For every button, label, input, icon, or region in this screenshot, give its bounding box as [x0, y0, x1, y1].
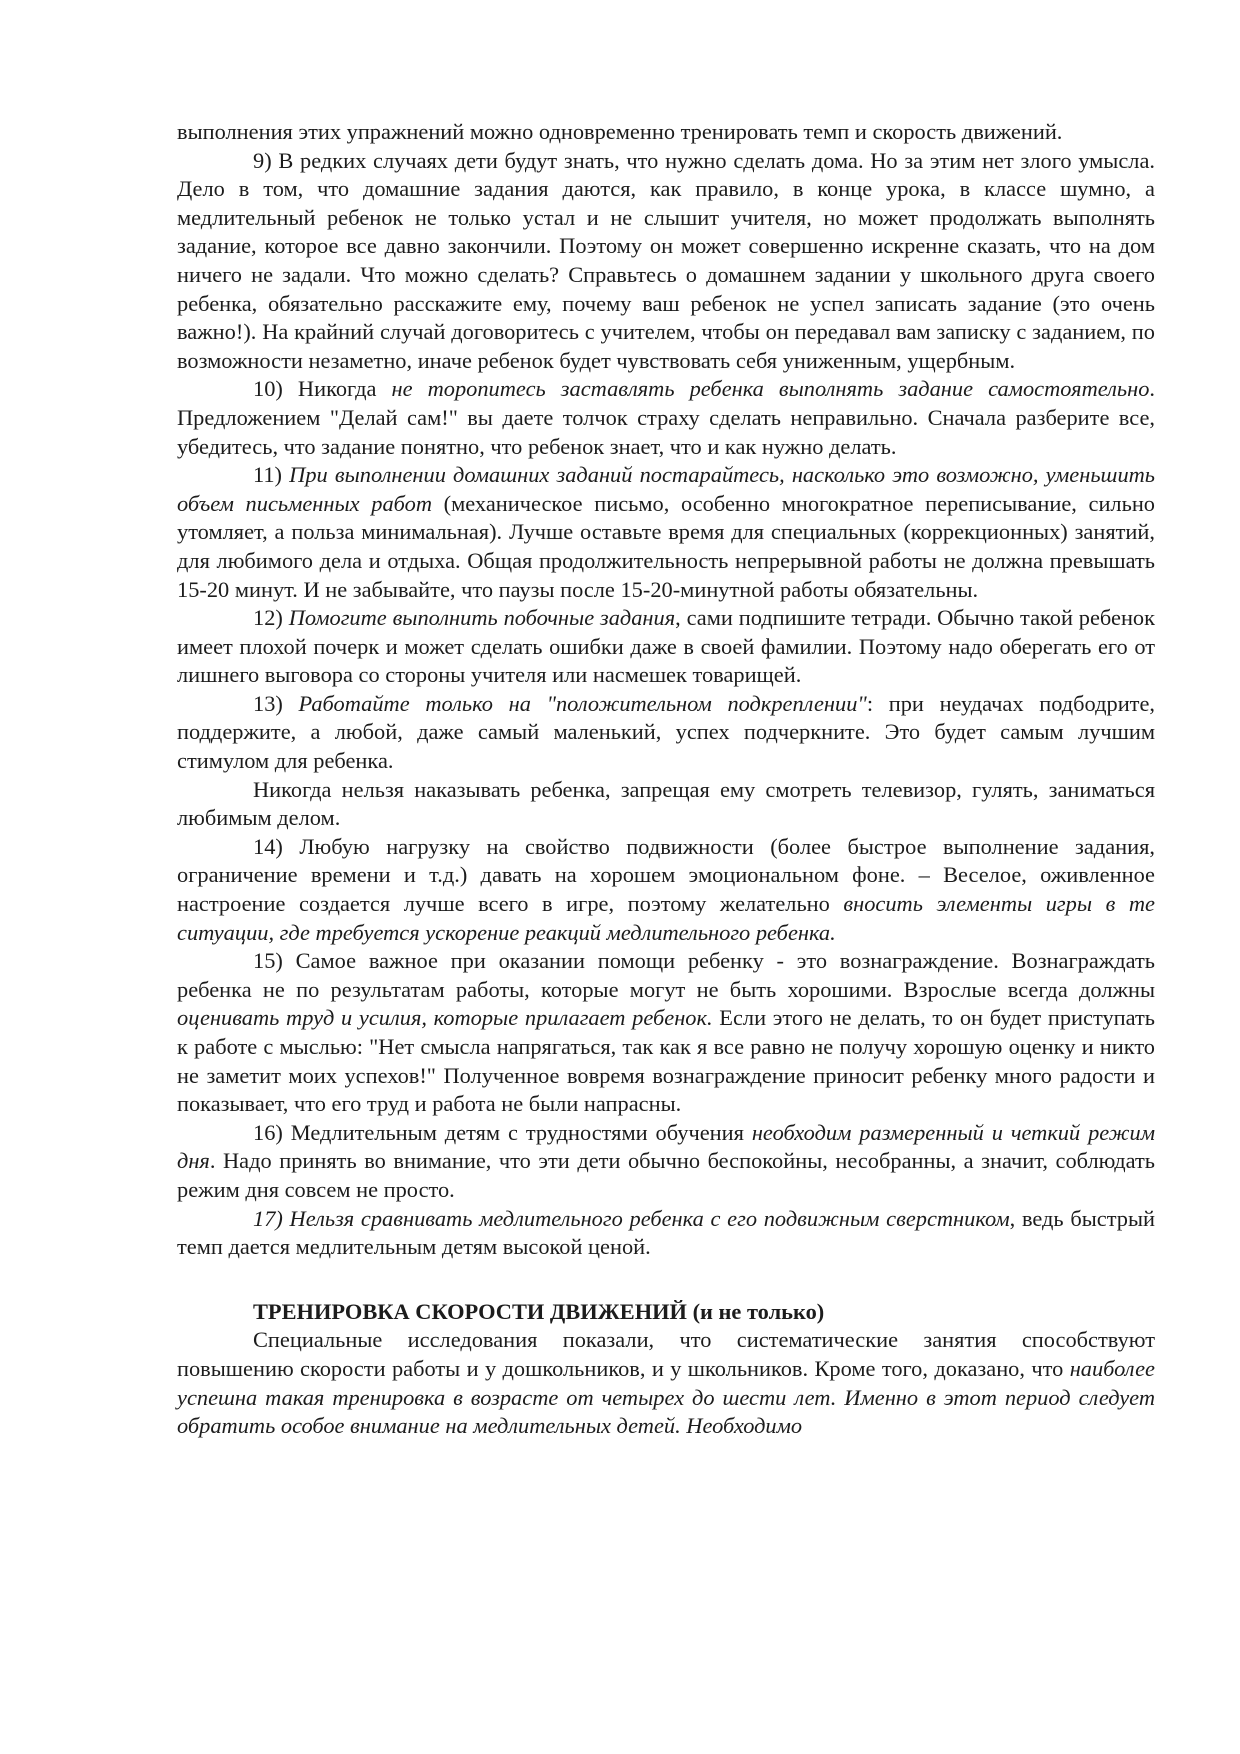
paragraph-p-item-16 — [177, 1119, 1155, 1205]
paragraph-p-item-10 — [177, 375, 1155, 461]
emphasis-text: Работайте только на "положительном подкреплении" — [298, 690, 867, 716]
text-run: (механическое письмо, особенно многократное переписывание, сильно утомляет, а польза минимальная). Лучше оставьте время для специальных (коррекционных) занятий, для любимого дела и отдыха. Общая продолжительность непрерывной работы не должна превышать 15-20 минут. И не забывайте, что паузы после 15-20-минутной работы обязательны. — [177, 490, 1155, 602]
emphasis-text: 17) Нельзя сравнивать медлительного ребенка с его подвижным сверстником — [253, 1205, 1010, 1231]
document-page — [177, 118, 1155, 1441]
emphasis-text: При выполнении домашних заданий постарайтесь, насколько это возможно, уменьшить объем письменных работ — [177, 462, 1155, 516]
emphasis-text: оценивать труд и усилия, которые прилагает ребенок. — [177, 1005, 713, 1031]
emphasis-text: Помогите выполнить побочные задания — [288, 605, 676, 631]
section-heading: ТРЕНИРОВКА СКОРОСТИ ДВИЖЕНИЙ (и не только) — [253, 1298, 825, 1324]
paragraph-p-continuation — [177, 118, 1155, 147]
paragraph-p-item-13 — [177, 690, 1155, 776]
text-run: 9) В редких случаях дети будут знать, что нужно сделать дома. Но за этим нет злого умысла. Дело в том, что домашние задания даются, как правило, в конце урока, в классе шумно, а медлительный ребенок не только устал и не слышит учителя, но может продолжать выполнять задание, которое все давно закончили. Поэтому он может совершенно искренне сказать, что на дом ничего не задали. Что можно сделать? Справьтесь о домашнем задании у школьного друга своего ребенка, обязательно расскажите ему, почему ваш ребенок не успел записать задание (это очень важно!). На крайний случай договоритесь с учителем, чтобы он передавал вам записку с заданием, по возможности незаметно, иначе ребенок будет чувствовать себя униженным, ущербным. — [177, 147, 1155, 373]
paragraph-p-item-17 — [177, 1205, 1155, 1262]
emphasis-text: необходим размеренный и четкий режим дня — [177, 1119, 1155, 1174]
text-run: 15) Самое важное при оказании помощи ребенку - это вознаграждение. Вознаграждать ребенка не по результатам работы, которые могут не быть хорошими. Взрослые всегда должны — [177, 948, 1155, 1002]
text-run: . Надо принять во внимание, что эти дети обычно беспокойны, несобранны, а значит, соблюдать режим дня совсем не просто. — [177, 1148, 1155, 1202]
text-run: Специальные исследования показали, что систематические занятия способствуют повышению скорости работы и у дошкольников, и у школьников. Кроме того, доказано, что — [177, 1327, 1155, 1381]
emphasis-text: вносить элементы игры в те ситуации, где требуется ускорение реакций медлительного ребенка. — [177, 891, 1155, 945]
text-run: 11) — [253, 462, 290, 488]
paragraph-p-item-15 — [177, 947, 1155, 1119]
paragraph-p-training-intro — [177, 1326, 1155, 1440]
paragraph-p-never-punish — [177, 776, 1155, 833]
text-run: , ведь быстрый темп дается медлительным детям высокой ценой. — [177, 1205, 1155, 1260]
paragraph-p-item-11 — [177, 461, 1155, 604]
text-run: , сами подпишите тетради. Обычно такой ребенок имеет плохой почерк и может сделать ошибки даже в своей фамилии. Поэтому надо оберегать его от лишнего выговора со стороны учителя или насмешек товарищей. — [177, 605, 1155, 688]
paragraph-p-item-14 — [177, 833, 1155, 947]
text-run: 14) Любую нагрузку на свойство подвижности (более быстрое выполнение задания, ограничение времени и т.д.) давать на хорошем эмоциональном фоне. – Веселое, оживленное настроение создается лучше всего в игре, поэтому желательно — [177, 833, 1155, 917]
body-text-section-continued — [177, 1326, 1155, 1440]
body-text-section — [177, 118, 1155, 1262]
text-run: : при неудачах подбодрите, поддержите, а любой, даже самый маленький, успех подчеркните. Это будет самым лучшим стимулом для ребенка. — [177, 690, 1155, 774]
paragraph-p-item-12 — [177, 604, 1155, 690]
paragraph-p-item-9 — [177, 147, 1155, 376]
emphasis-text: наиболее успешна такая тренировка в возрасте от четырех до шести лет. Именно в этот период следует обратить особое внимание на медлительных детей. Необходимо — [177, 1355, 1155, 1439]
text-run: 10) Никогда — [253, 376, 392, 402]
text-run: Никогда нельзя наказывать ребенка, запрещая ему смотреть телевизор, гулять, заниматься любимым делом. — [177, 776, 1155, 831]
text-run: выполнения этих упражнений можно одновременно тренировать темп и скорость движений. — [177, 119, 1063, 144]
text-run: . Предложением "Делай сам!" вы даете толчок страху сделать неправильно. Сначала разберите все, убедитесь, что задание понятно, что ребенок знает, что и как нужно делать. — [177, 376, 1155, 459]
text-run: 13) — [253, 690, 299, 716]
text-run: Если этого не делать, то он будет приступать к работе с мыслью: "Нет смысла напрягаться, так как я все равно не получу хорошую оценку и никто не заметит моих успехов!" Полученное вовремя вознаграждение приносит ребенку много радости и показывает, что его труд и работа не были напрасны. — [177, 1005, 1156, 1117]
text-run: 16) Медлительным детям с трудностями обучения — [253, 1119, 752, 1145]
text-run: 12) — [253, 605, 289, 631]
emphasis-text: не торопитесь заставлять ребенка выполнять задание самостоятельно — [391, 376, 1150, 402]
